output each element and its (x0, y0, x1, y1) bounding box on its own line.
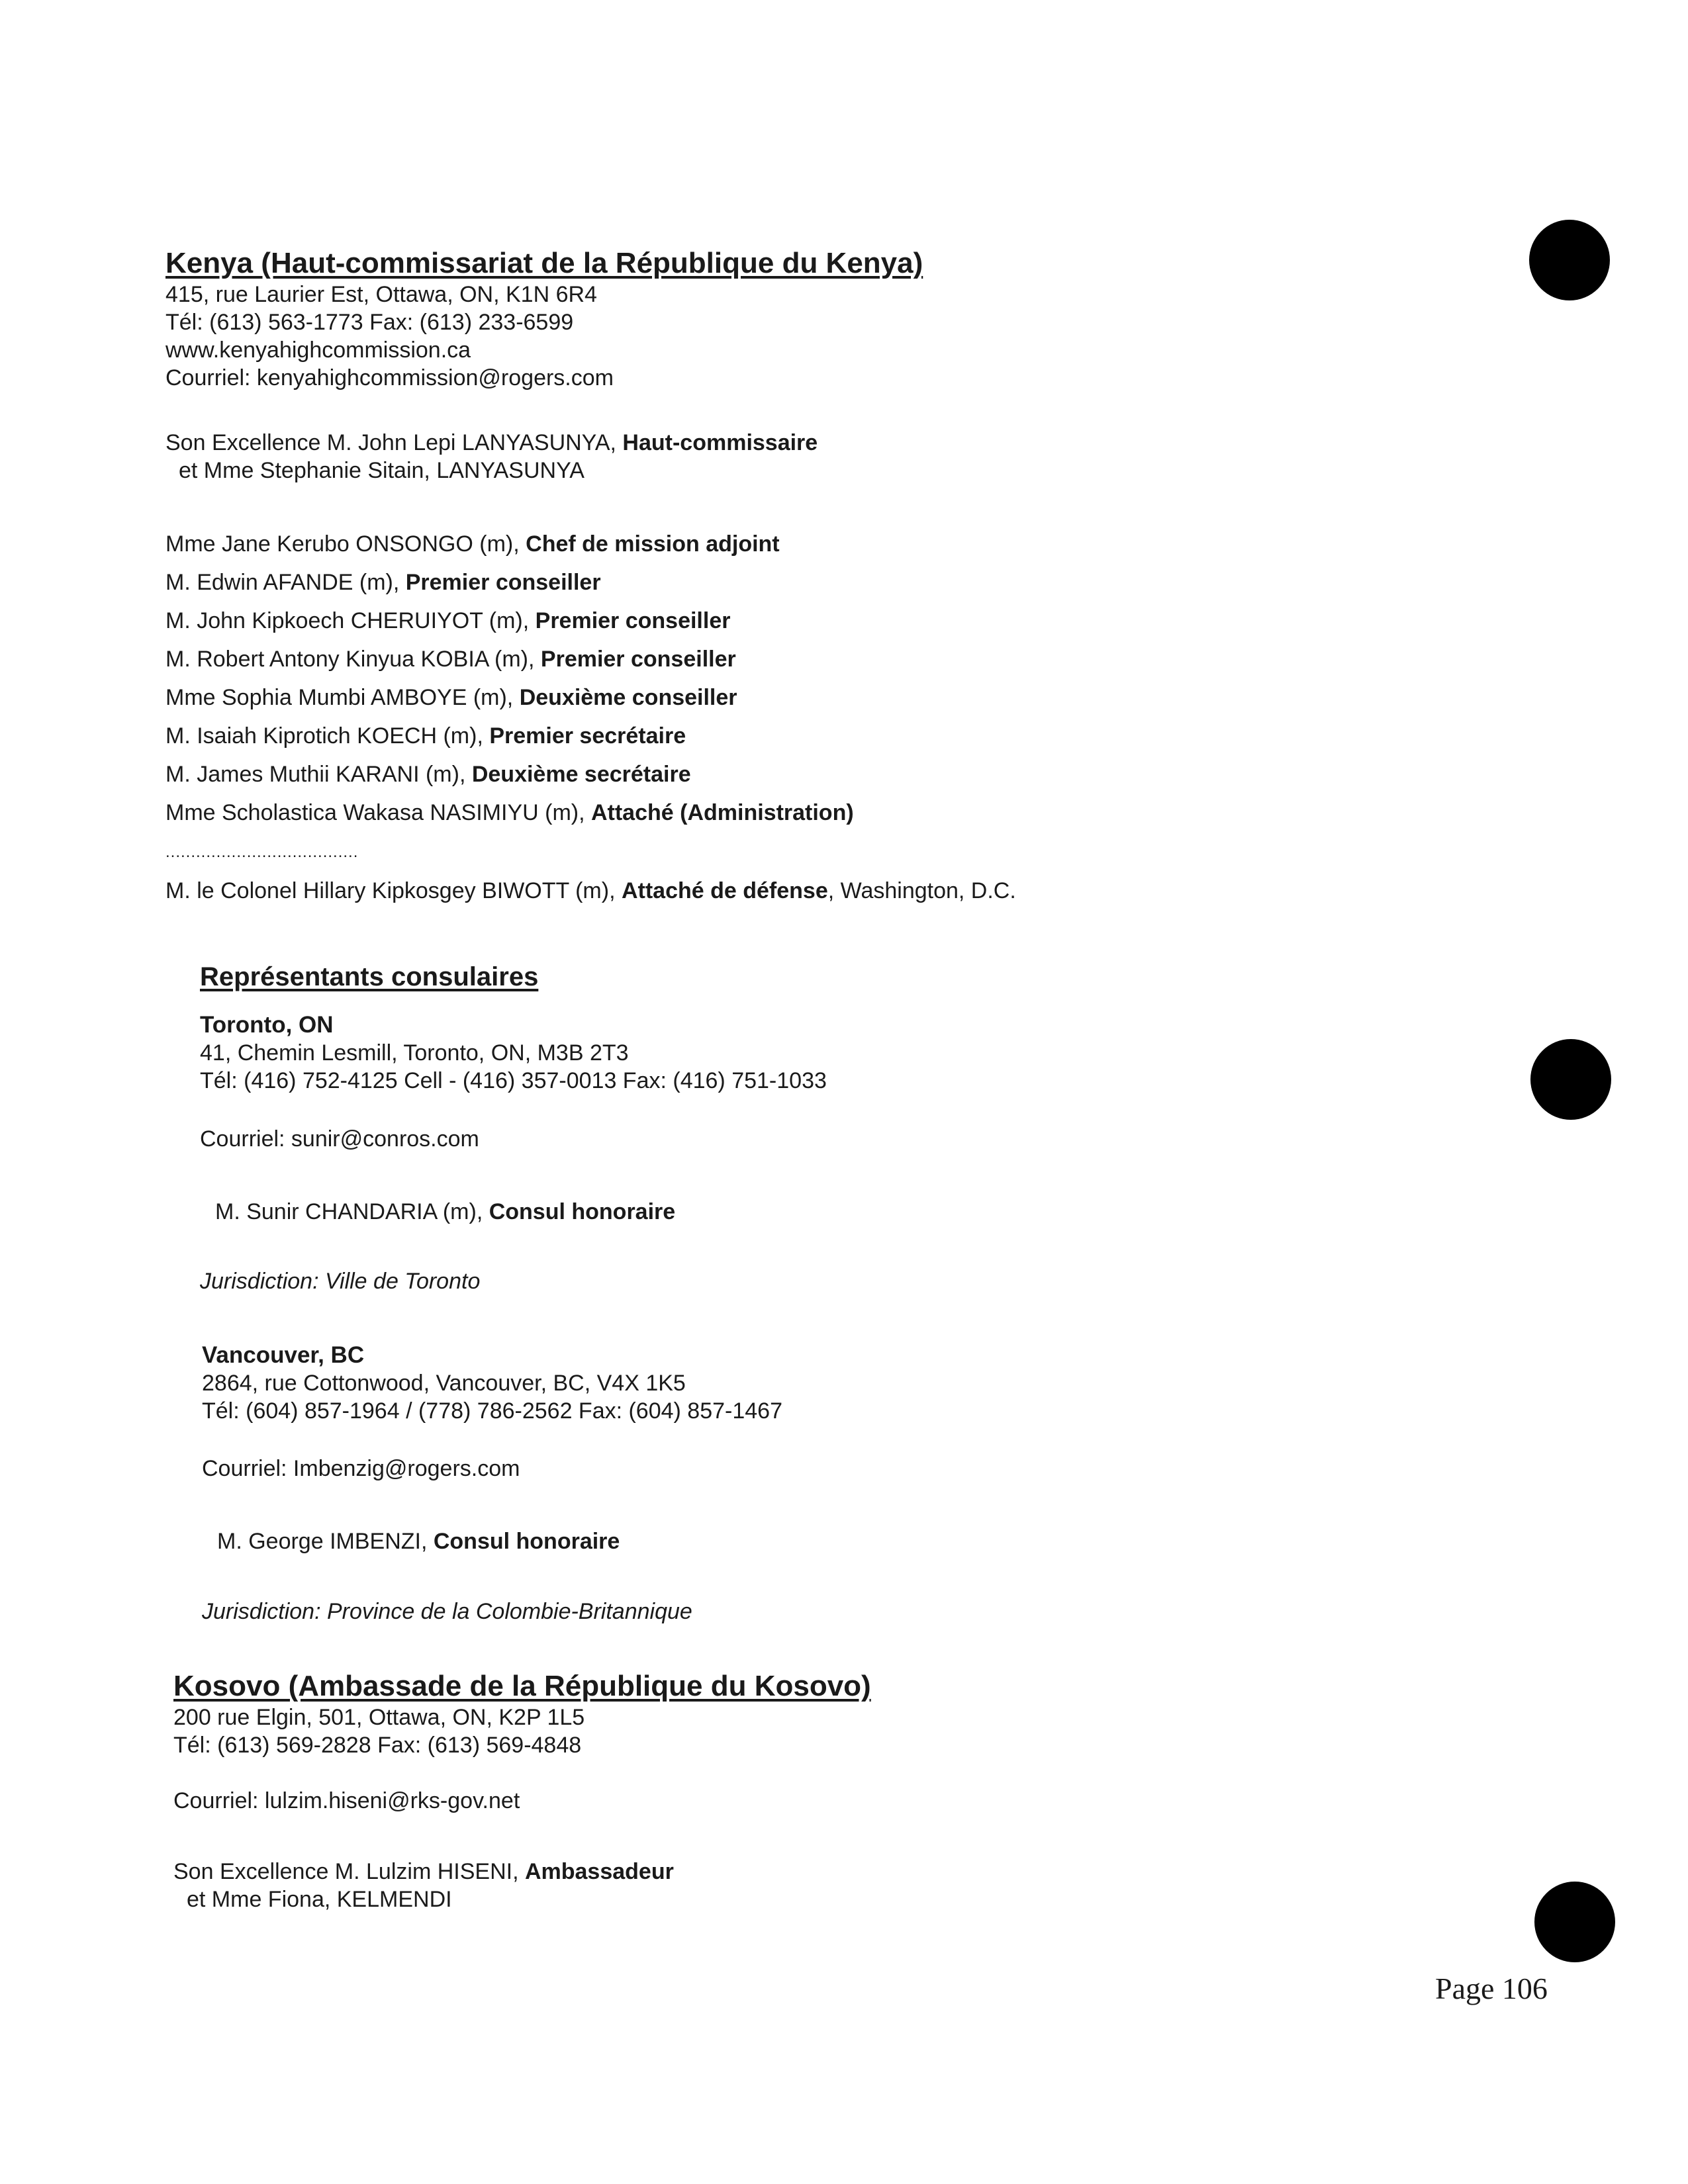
staff-title: Premier conseiller (405, 570, 601, 595)
kosovo-section (173, 1669, 871, 1759)
page-number: Page 106 (1435, 1972, 1548, 2005)
staff-row (165, 525, 854, 563)
kenya-address: 415, rue Laurier Est, Ottawa, ON, K1N 6R4 (165, 282, 597, 307)
defense-name: M. le Colonel Hillary Kipkosgey BIWOTT (m), (165, 878, 622, 903)
staff-title: Attaché (Administration) (590, 800, 854, 825)
defense-attache-line (165, 877, 1016, 905)
dotted-separator: ...................................... (165, 843, 359, 861)
staff-title: Chef de mission adjoint (526, 531, 780, 557)
consulate-jurisdiction: Jurisdiction: Ville de Toronto (200, 1269, 481, 1294)
staff-name: Mme Jane Kerubo ONSONGO (m), (165, 531, 526, 557)
kosovo-head-name: Son Excellence M. Lulzim HISENI, (173, 1859, 525, 1884)
kosovo-head-of-mission (173, 1858, 674, 1913)
consulate-vancouver (202, 1342, 782, 1425)
kosovo-email: Courriel: lulzim.hiseni@rks-gov.net (173, 1788, 520, 1813)
kenya-phone: Tél: (613) 563-1773 Fax: (613) 233-6599 (165, 310, 574, 335)
consulate-jurisdiction: Jurisdiction: Province de la Colombie-Britannique (202, 1599, 692, 1624)
staff-title: Deuxième conseiller (519, 685, 737, 710)
kosovo-head-title: Ambassadeur (524, 1859, 674, 1884)
kenya-section (165, 246, 923, 392)
consul-line (217, 1527, 620, 1555)
staff-title: Premier conseiller (540, 647, 736, 672)
punch-hole-bottom (1534, 1882, 1615, 1962)
defense-suffix: , Washington, D.C. (827, 878, 1016, 903)
staff-row (165, 640, 854, 678)
staff-row (165, 602, 854, 640)
consulate-toronto (200, 1011, 827, 1095)
staff-title: Premier secrétaire (489, 723, 686, 749)
staff-name: Mme Scholastica Wakasa NASIMIYU (m), (165, 800, 591, 825)
consul-title: Consul honoraire (433, 1529, 620, 1554)
kosovo-heading: Kosovo (Ambassade de la République du Kosovo) (173, 1670, 871, 1702)
staff-row (165, 794, 854, 832)
kenya-head-line (165, 429, 818, 457)
staff-title: Premier conseiller (535, 608, 731, 633)
consulate-email: Courriel: Imbenzig@rogers.com (202, 1456, 520, 1481)
kosovo-head-line (173, 1858, 674, 1886)
staff-row (165, 678, 854, 717)
consulate-phone: Tél: (416) 752-4125 Cell - (416) 357-0013 Fax: (416) 751-1033 (200, 1068, 827, 1093)
kenya-head-of-mission (165, 429, 818, 484)
kenya-heading: Kenya (Haut-commissariat de la République du Kenya) (165, 247, 923, 279)
kosovo-phone: Tél: (613) 569-2828 Fax: (613) 569-4848 (173, 1733, 582, 1758)
staff-name: Mme Sophia Mumbi AMBOYE (m), (165, 685, 520, 710)
consul-name: M. George IMBENZI, (217, 1529, 434, 1554)
kenya-head-spouse: et Mme Stephanie Sitain, LANYASUNYA (179, 458, 585, 483)
staff-name: M. John Kipkoech CHERUIYOT (m), (165, 608, 536, 633)
staff-name: M. Robert Antony Kinyua KOBIA (m), (165, 647, 541, 672)
kenya-website: www.kenyahighcommission.ca (165, 338, 471, 363)
staff-row (165, 717, 854, 755)
kenya-staff-list (165, 525, 854, 832)
consular-heading: Représentants consulaires (200, 962, 539, 991)
staff-row (165, 563, 854, 602)
kenya-head-title: Haut-commissaire (622, 430, 818, 455)
punch-hole-top (1529, 220, 1610, 300)
staff-name: M. Isaiah Kiprotich KOECH (m), (165, 723, 490, 749)
consulate-city: Vancouver, BC (202, 1342, 365, 1368)
kosovo-head-spouse: et Mme Fiona, KELMENDI (187, 1887, 452, 1912)
consulate-city: Toronto, ON (200, 1012, 334, 1038)
punch-hole-middle (1530, 1039, 1611, 1120)
consul-name: M. Sunir CHANDARIA (m), (215, 1199, 489, 1224)
kosovo-address: 200 rue Elgin, 501, Ottawa, ON, K2P 1L5 (173, 1705, 585, 1730)
consulate-address: 2864, rue Cottonwood, Vancouver, BC, V4X 1K5 (202, 1371, 686, 1396)
kenya-head-name: Son Excellence M. John Lepi LANYASUNYA, (165, 430, 623, 455)
consulate-phone: Tél: (604) 857-1964 / (778) 786-2562 Fax: (604) 857-1467 (202, 1398, 782, 1424)
staff-name: M. Edwin AFANDE (m), (165, 570, 406, 595)
defense-title: Attaché de défense (621, 878, 828, 903)
consulate-address: 41, Chemin Lesmill, Toronto, ON, M3B 2T3 (200, 1040, 629, 1066)
kenya-email: Courriel: kenyahighcommission@rogers.com (165, 365, 614, 390)
consul-line (215, 1198, 675, 1226)
staff-title: Deuxième secrétaire (471, 762, 691, 787)
staff-name: M. James Muthii KARANI (m), (165, 762, 472, 787)
consulate-email: Courriel: sunir@conros.com (200, 1126, 479, 1152)
consul-title: Consul honoraire (489, 1199, 676, 1224)
staff-row (165, 755, 854, 794)
